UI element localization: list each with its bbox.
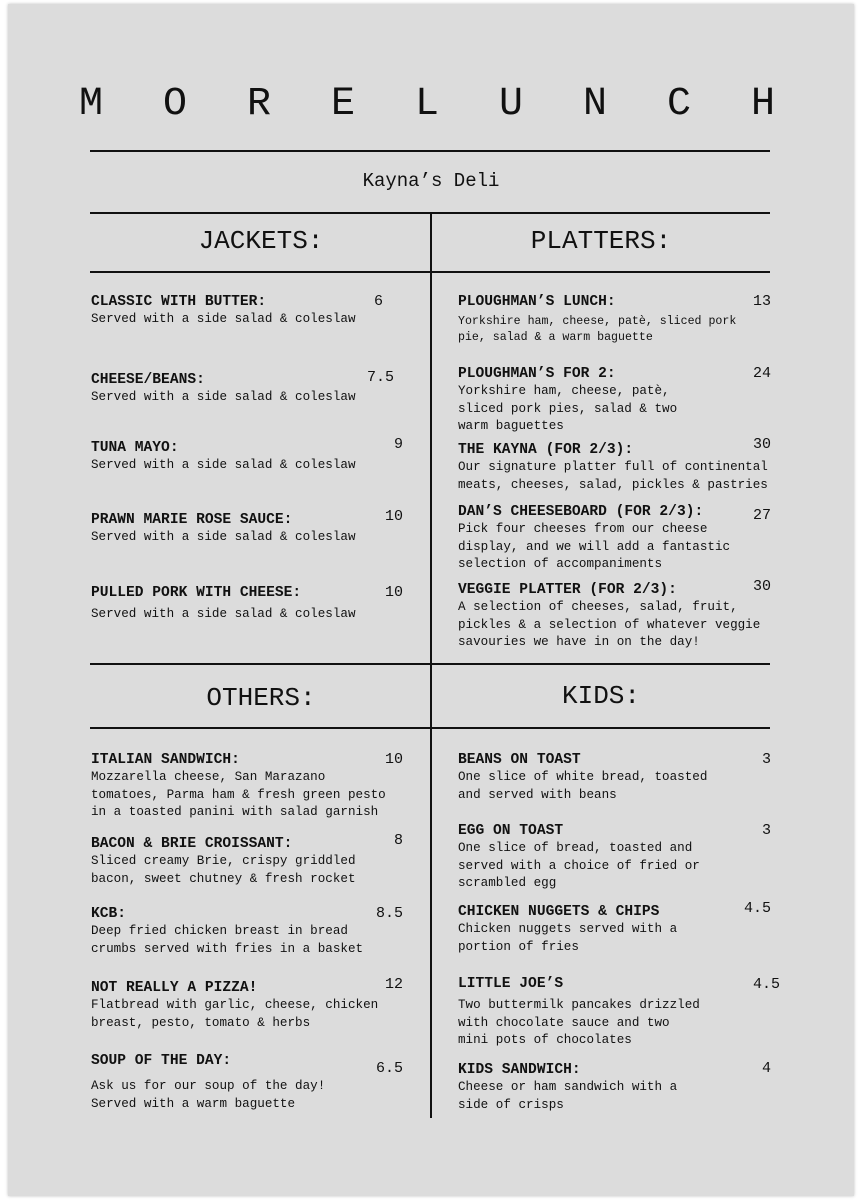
item-name: BEANS ON TOAST <box>458 752 581 768</box>
item-name: DAN’S CHEESEBOARD (FOR 2/3): <box>458 504 704 520</box>
menu-item <box>458 975 774 1050</box>
item-price: 12 <box>384 976 403 993</box>
item-description: Sliced creamy Brie, crispy griddled bacon, sweet chutney & fresh rocket <box>91 854 356 886</box>
section-heading-jackets: JACKETS: <box>198 226 324 256</box>
item-price: 10 <box>384 584 403 601</box>
item-name: PLOUGHMAN’S LUNCH: <box>458 294 616 310</box>
item-description: One slice of bread, toasted and served with a choice of fried or scrambled egg <box>458 841 700 890</box>
deli-name: Kayna’s Deli <box>362 170 500 192</box>
item-description: Served with a side salad & coleslaw <box>91 530 356 544</box>
item-description: Served with a side salad & coleslaw <box>91 458 356 472</box>
divider-top <box>90 150 770 152</box>
item-name: THE KAYNA (FOR 2/3): <box>458 442 634 458</box>
item-name: PULLED PORK WITH CHEESE: <box>91 585 302 601</box>
item-description: A selection of cheeses, salad, fruit, pickles & a selection of whatever veggie savouries we have in on the day! <box>458 600 761 649</box>
item-price: 4 <box>761 1060 771 1077</box>
item-price: 7.5 <box>366 369 394 386</box>
item-price: 3 <box>761 751 771 768</box>
item-name: TUNA MAYO: <box>91 440 179 456</box>
item-name: SOUP OF THE DAY: <box>91 1053 232 1069</box>
page-title: M O R E L U N C H <box>78 82 794 127</box>
divider-vertical <box>430 212 432 1118</box>
menu-page <box>8 4 854 1196</box>
item-price: 4.5 <box>752 976 780 993</box>
item-name: LITTLE JOE’S <box>458 976 564 992</box>
item-description: Our signature platter full of continental meats, cheeses, salad, pickles & pastries <box>458 460 768 492</box>
item-name: CHICKEN NUGGETS & CHIPS <box>458 904 660 920</box>
item-price: 8 <box>393 832 403 849</box>
item-name: KIDS SANDWICH: <box>458 1062 581 1078</box>
item-description: Pick four cheeses from our cheese display, and we will add a fantastic selection of accompaniments <box>458 522 731 571</box>
item-price: 10 <box>384 751 403 768</box>
item-price: 10 <box>384 508 403 525</box>
item-description: Yorkshire ham, cheese, patè, sliced pork pie, salad & a warm baguette <box>458 315 737 344</box>
divider-middle <box>90 663 770 665</box>
item-description: Deep fried chicken breast in bread crumbs served with fries in a basket <box>91 924 364 956</box>
item-price: 30 <box>752 436 771 453</box>
item-description: One slice of white bread, toasted and served with beans <box>458 770 708 802</box>
item-name: NOT REALLY A PIZZA! <box>91 980 258 996</box>
item-description: Ask us for our soup of the day! Served with a warm baguette <box>91 1079 326 1111</box>
item-price: 13 <box>752 293 771 310</box>
item-name: VEGGIE PLATTER (FOR 2/3): <box>458 582 677 598</box>
divider-top-sections <box>90 271 770 273</box>
item-description: Two buttermilk pancakes drizzled with chocolate sauce and two mini pots of chocolates <box>458 998 700 1047</box>
item-price: 6 <box>373 293 383 310</box>
item-name: ITALIAN SANDWICH: <box>91 752 240 768</box>
item-name: CLASSIC WITH BUTTER: <box>91 294 267 310</box>
item-name: PRAWN MARIE ROSE SAUCE: <box>91 512 293 528</box>
item-description: Mozzarella cheese, San Marazano tomatoes, Parma ham & fresh green pesto in a toasted panini with salad garnish <box>91 770 386 819</box>
item-price: 9 <box>393 436 403 453</box>
item-name: KCB: <box>91 906 127 922</box>
item-price: 8.5 <box>375 905 403 922</box>
item-description: Served with a side salad & coleslaw <box>91 607 356 621</box>
item-price: 6.5 <box>375 1060 403 1077</box>
item-description: Cheese or ham sandwich with a side of crisps <box>458 1080 678 1112</box>
item-price: 3 <box>761 822 771 839</box>
divider-bottom-sections <box>90 727 770 729</box>
section-heading-kids: KIDS: <box>561 681 640 711</box>
item-name: CHEESE/BEANS: <box>91 372 205 388</box>
item-name: EGG ON TOAST <box>458 823 564 839</box>
item-price: 4.5 <box>743 900 771 917</box>
item-description: Served with a side salad & coleslaw <box>91 390 356 404</box>
item-price: 27 <box>752 507 771 524</box>
item-name: PLOUGHMAN’S FOR 2: <box>458 366 616 382</box>
item-price: 24 <box>752 365 771 382</box>
item-price: 30 <box>752 578 771 595</box>
item-description: Yorkshire ham, cheese, patè, sliced pork pies, salad & two warm baguettes <box>458 384 678 433</box>
section-heading-platters: PLATTERS: <box>530 226 672 256</box>
item-name: BACON & BRIE CROISSANT: <box>91 836 293 852</box>
item-description: Chicken nuggets served with a portion of fries <box>458 922 678 954</box>
item-description: Served with a side salad & coleslaw <box>91 312 356 326</box>
item-description: Flatbread with garlic, cheese, chicken breast, pesto, tomato & herbs <box>91 998 379 1030</box>
section-heading-others: OTHERS: <box>206 683 316 713</box>
